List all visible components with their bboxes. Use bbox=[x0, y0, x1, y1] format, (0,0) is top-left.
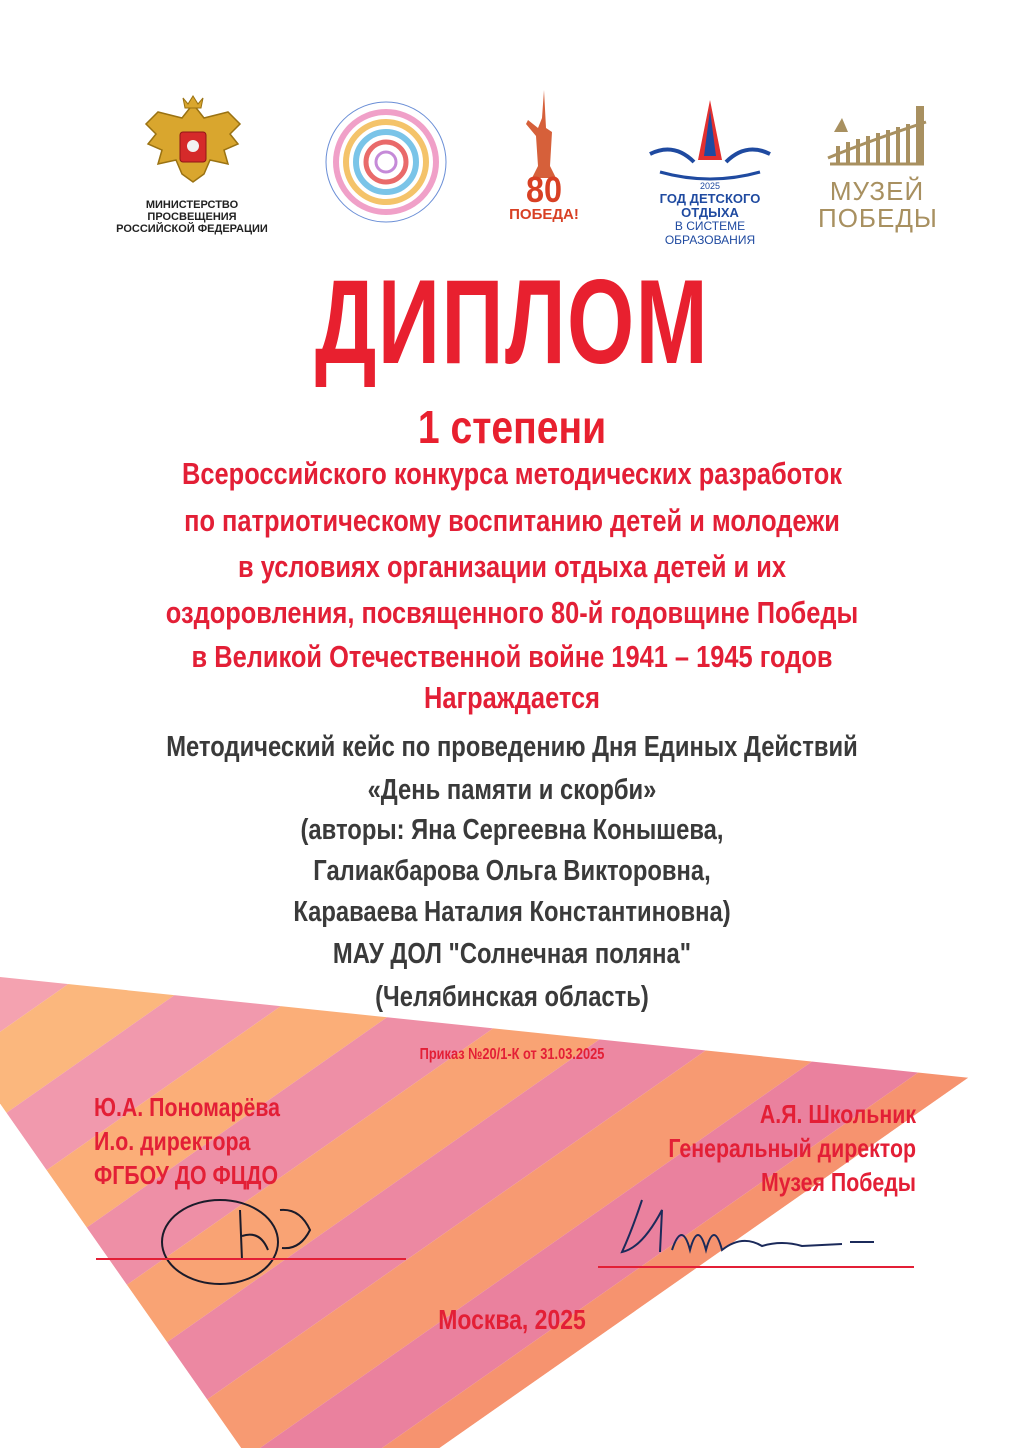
victory-80-number: 80 bbox=[525, 169, 563, 210]
work-line-1: Методический кейс по проведению Дня Единых Действий bbox=[166, 731, 858, 763]
diploma-title: ДИПЛОМ bbox=[314, 255, 710, 389]
left-signature-line bbox=[96, 1258, 406, 1260]
right-signatory-position: Генеральный директор bbox=[668, 1133, 916, 1163]
awarded-label: Награждается bbox=[424, 680, 600, 715]
ministry-caption-line2: РОССИЙСКОЙ ФЕДЕРАЦИИ bbox=[116, 223, 268, 236]
work-line-2: «День памяти и скорби» bbox=[367, 774, 657, 806]
right-signature-line bbox=[598, 1266, 914, 1268]
work-line-4: Галиакбарова Ольга Викторовна, bbox=[313, 855, 711, 887]
contest-line-1: Всероссийского конкурса методических разработок bbox=[182, 456, 842, 491]
year-children-year: 2025 bbox=[699, 181, 721, 191]
diploma-degree: 1 степени bbox=[417, 401, 607, 453]
victory-80-word: ПОБЕДА! bbox=[509, 206, 579, 223]
contest-line-4: оздоровления, посвященного 80-й годовщине Победы bbox=[165, 595, 859, 630]
year-children-line2: В СИСТЕМЕ ОБРАЗОВАНИЯ bbox=[664, 219, 756, 247]
museum-caption-line1: МУЗЕЙ bbox=[829, 176, 925, 206]
work-line-6: МАУ ДОЛ "Солнечная поляна" bbox=[332, 938, 692, 970]
motherland-statue-icon bbox=[522, 88, 566, 180]
left-signatory-org: ФГБОУ ДО ФЦДО bbox=[94, 1160, 279, 1190]
museum-building-icon bbox=[826, 102, 928, 176]
right-handwritten-signature bbox=[612, 1190, 882, 1266]
sailboat-logo-icon bbox=[640, 96, 780, 186]
museum-caption-line2: ПОБЕДЫ bbox=[818, 203, 938, 234]
contest-line-5: в Великой Отечественной войне 1941 – 1945 годов bbox=[191, 639, 833, 674]
left-handwritten-signature bbox=[150, 1190, 330, 1290]
work-line-5: Караваева Наталия Константиновна) bbox=[293, 896, 731, 928]
ministry-eagle-icon bbox=[138, 94, 248, 190]
victory-80-logo bbox=[506, 88, 582, 228]
right-signatory bbox=[668, 1097, 916, 1199]
work-line-7: (Челябинская область) bbox=[375, 981, 649, 1013]
right-signatory-org: Музея Победы bbox=[761, 1167, 916, 1197]
city-year: Москва, 2025 bbox=[438, 1304, 586, 1335]
left-signatory-position: И.о. директора bbox=[94, 1126, 251, 1156]
work-line-3: (авторы: Яна Сергеевна Конышева, bbox=[300, 814, 724, 846]
contest-line-2: по патриотическому воспитанию детей и молодежи bbox=[184, 503, 840, 538]
right-signatory-name: А.Я. Школьник bbox=[759, 1099, 916, 1129]
order-number: Приказ №20/1-К от 31.03.2025 bbox=[419, 1046, 605, 1063]
ministry-caption-line1: МИНИСТЕРСТВО ПРОСВЕЩЕНИЯ bbox=[145, 199, 239, 224]
year-children-caption bbox=[630, 182, 790, 247]
contest-line-3: в условиях организации отдыха детей и их bbox=[238, 549, 786, 584]
fcdo-spiral-logo-icon bbox=[320, 92, 452, 232]
left-signatory bbox=[94, 1090, 280, 1192]
year-children-line1: ГОД ДЕТСКОГО ОТДЫХА bbox=[659, 190, 761, 221]
ministry-caption bbox=[104, 199, 280, 235]
museum-caption bbox=[818, 178, 936, 233]
left-signatory-name: Ю.А. Пономарёва bbox=[94, 1092, 281, 1122]
